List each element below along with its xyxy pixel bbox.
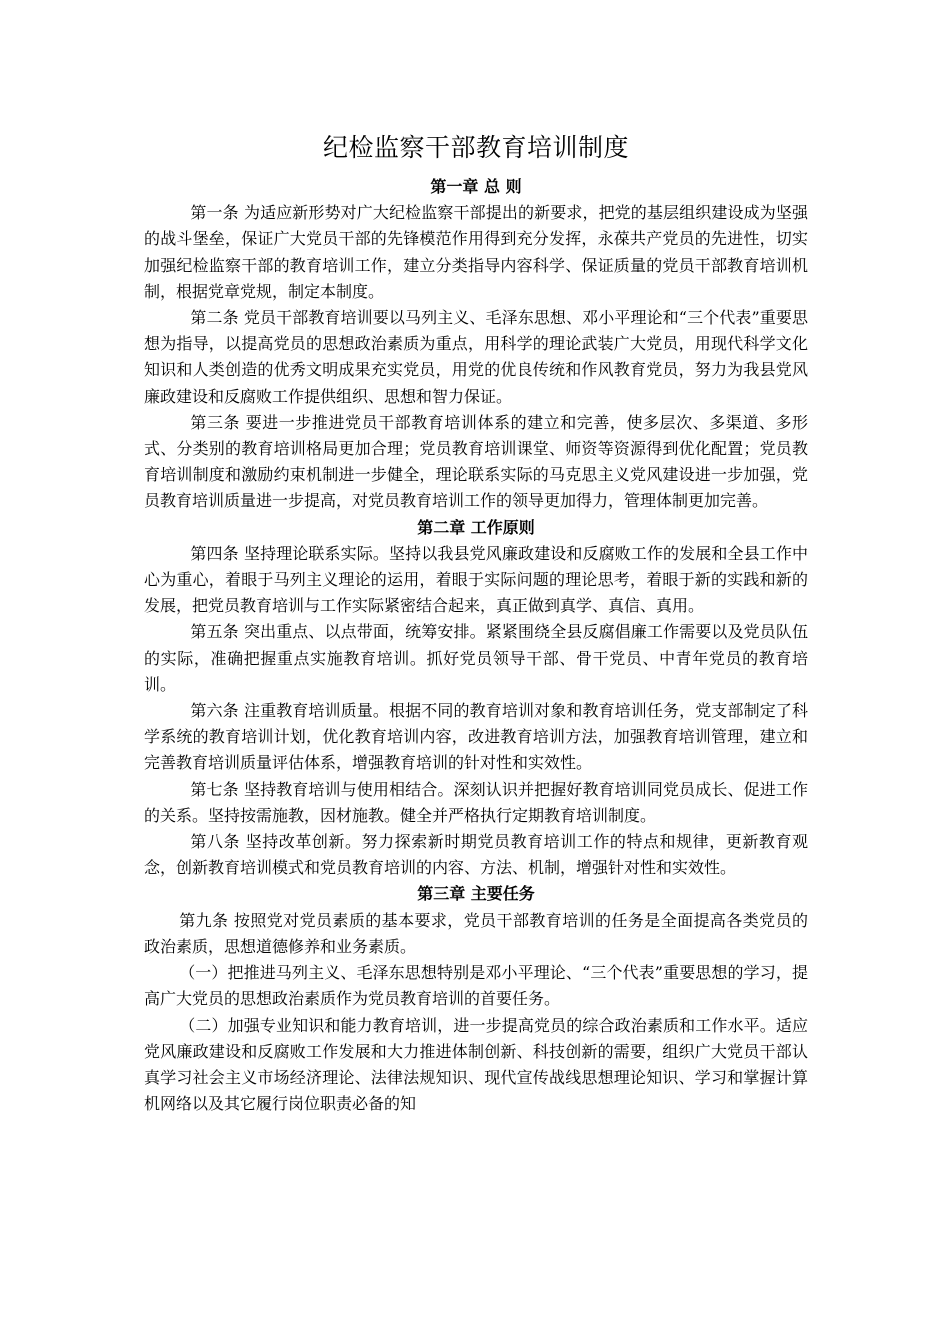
article-2: 第二条 党员干部教育培训要以马列主义、毛泽东思想、邓小平理论和“三个代表”重要思想为指导，以提高党员的思想政治素质为重点，用科学的理论武装广大党员，用现代科学文化知识和人类创造的优秀文明成果充实党员，用党的优良传统和作风教育党员，努力为我县党风廉政建设和反腐败工作提供组织、思想和智力保证。	[144, 308, 808, 406]
article-6: 第六条 注重教育培训质量。根据不同的教育培训对象和教育培训任务，党支部制定了科学系统的教育培训计划，优化教育培训内容，改进教育培训方法，加强教育培训管理，建立和完善教育培训质量评估体系，增强教育培训的针对性和实效性。	[144, 701, 808, 773]
document-title: 纪检监察干部教育培训制度	[322, 133, 629, 162]
task-item-1: （一）把推进马列主义、毛泽东思想特别是邓小平理论、“三个代表”重要思想的学习，提高广大党员的思想政治素质作为党员教育培训的首要任务。	[144, 963, 808, 1009]
chapter-heading: 第一章 总 则	[430, 177, 522, 196]
chapter-3	[144, 881, 808, 1117]
chapter-heading: 第三章 主要任务	[417, 884, 535, 904]
article-9: 第九条 按照党对党员素质的基本要求，党员干部教育培训的任务是全面提高各类党员的政治素质，思想道德修养和业务素质。	[144, 910, 808, 956]
article-8: 第八条 坚持改革创新。努力探索新时期党员教育培训工作的特点和规律，更新教育观念，创新教育培训模式和党员教育培训的内容、方法、机制，增强针对性和实效性。	[144, 832, 808, 878]
article-4: 第四条 坚持理论联系实际。坚持以我县党风廉政建设和反腐败工作的发展和全县工作中心为重心，着眼于马列主义理论的运用，着眼于实际问题的理论思考，着眼于新的实践和新的发展，把党员教育培训与工作实际紧密结合起来，真正做到真学、真信、真用。	[144, 543, 808, 616]
task-item-2: （二）加强专业知识和能力教育培训，进一步提高党员的综合政治素质和工作水平。适应党风廉政建设和反腐败工作发展和大力推进体制创新、科技创新的需要，组织广大党员干部认真学习社会主义市场经济理论、法律法规知识、现代宣传战线思想理论知识、学习和掌握计算机网络以及其它履行岗位职责必备的知	[144, 1015, 808, 1114]
article-5: 第五条 突出重点、以点带面，统筹安排。紧紧围绕全县反腐倡廉工作需要以及党员队伍的实际，准确把握重点实施教育培训。抓好党员领导干部、骨干党员、中青年党员的教育培训。	[144, 622, 808, 694]
article-1: 第一条 为适应新形势对广大纪检监察干部提出的新要求，把党的基层组织建设成为坚强的战斗堡垒，保证广大党员干部的先锋模范作用得到充分发挥，永葆共产党员的先进性，切实加强纪检监察干部的教育培训工作，建立分类指导内容科学、保证质量的党员干部教育培训机制，根据党章党规，制定本制度。	[144, 203, 808, 301]
article-7: 第七条 坚持教育培训与使用相结合。深刻认识并把握好教育培训同党员成长、促进工作的关系。坚持按需施教，因材施教。健全并严格执行定期教育培训制度。	[144, 779, 808, 825]
chapter-1	[144, 174, 808, 515]
chapter-heading: 第二章 工作原则	[417, 517, 535, 537]
article-3: 第三条 要进一步推进党员干部教育培训体系的建立和完善，使多层次、多渠道、多形式、分类别的教育培训格局更加合理；党员教育培训课堂、师资等资源得到优化配置；党员教育培训制度和激励约束机制进一步健全，理论联系实际的马克思主义党风建设进一步加强，党员教育培训质量进一步提高，对党员教育培训工作的领导更加得力，管理体制更加完善。	[144, 412, 808, 511]
chapter-2	[144, 515, 808, 882]
